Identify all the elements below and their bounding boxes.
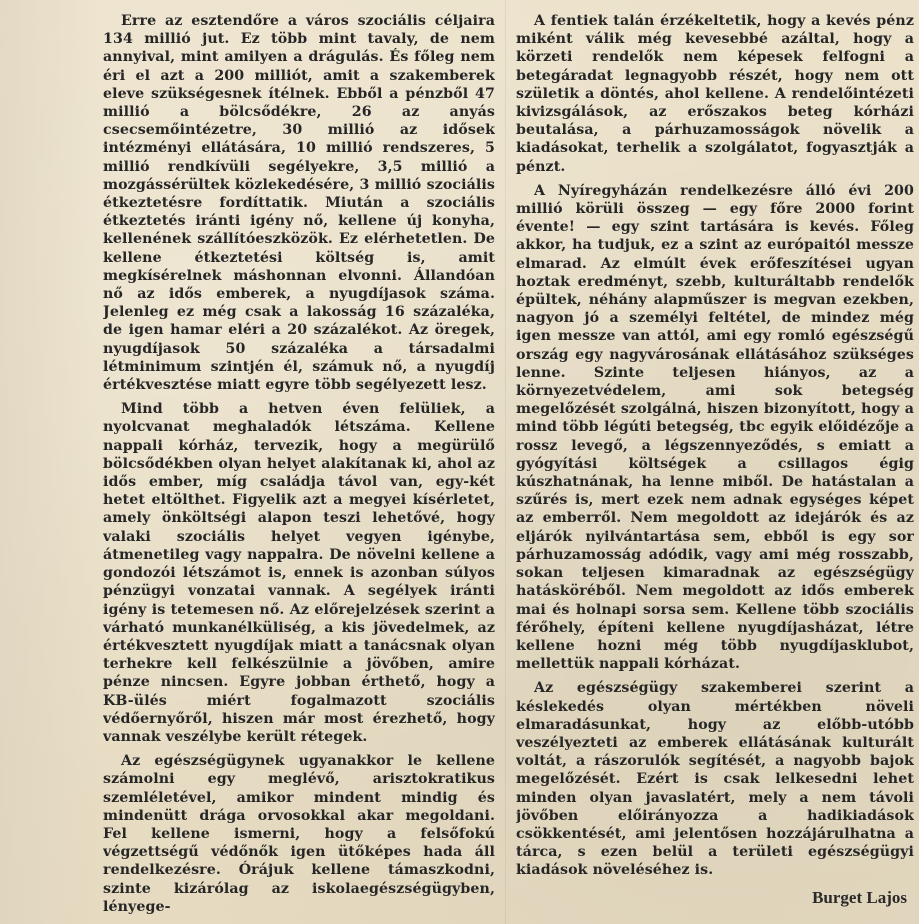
column-divider xyxy=(505,0,506,924)
article-column-right xyxy=(516,12,914,922)
paragraph: A Nyíregyházán rendelkezésre álló évi 200 millió körüli összeg — egy főre 2000 forint évente! — egy szint tartására is kevés. Főleg akkor, ha tudjuk, ez a szint az európaitól messze elmarad. Az elmúlt évek erőfeszítései ugyan hoztak eredményt, szebb, kulturáltabb rendelők épültek, néhány alapműszer is megvan ezekben, nagyon jó a személyi feltétel, de mindez még igen messze van attól, ami egy romló egészségű ország egy nagyvárosának ellátásához szükséges lenne. Szinte teljesen hiányos, az a környezetvédelem, ami sok betegség megelőzését szolgálná, hiszen bizonyított, hogy a mind több légúti betegség, tbc egyik előidézője a rossz levegő, a légszennyeződés, s emiatt a gyógyítási költségek a csillagos égig kúszhatnának, ha lenne miből. De hatástalan a szűrés is, mert ezek nem adnak egységes képet az emberről. Nem megoldott az idejárók és az eljárók nyilvántartása sem, ebből is egy sor párhuzamosság adódik, vagy ami még rosszabb, sokan teljesen kimaradnak az egészségügy hatásköréből. Nem megoldott az idős emberek mai és holnapi sorsa sem. Kellene több szociális férőhely, építeni kellene nyugdíjasházat, létre kellene hozni még több nyugdíjasklubot, mellettük nappali kórházat. xyxy=(516,182,914,673)
paragraph: Mind több a hetven éven felüliek, a nyolcvanat meghaladók létszáma. Kellene nappali kórház, tervezik, hogy a megürülő bölcsődékben olyan helyet alakítanak ki, ahol az idős ember, míg családja távol van, egy-két hetet eltölthet. Figyelik azt a megyei kísérletet, amely önköltségi alapon teszi lehetővé, hogy valaki szociális helyet vegyen igénybe, átmenetileg vagy nappalra. De növelni kellene a gondozói létszámot is, ennek is azonban súlyos pénzügyi vonzatai vannak. A segélyek iránti igény is tetemesen nő. Az előrejelzések szerint a várható munkanélküliség, a kis jövedelmek, az értékvesztett nyugdíjak miatt a tanácsnak olyan terhekre kell felkészülnie a jövőben, amire pénze nincsen. Egyre jobban érthető, hogy a KB-ülés miért fogalmazott szociális védőernyőről, hiszen már most érezhető, hogy vannak veszélybe került rétegek. xyxy=(103,401,495,745)
page-edge-shade xyxy=(0,0,100,924)
article-column-left xyxy=(103,12,495,922)
paragraph: Az egészségügynek ugyanakkor le kellene számolni egy meglévő, arisztokratikus szemléletével, amikor mindent mindig és mindenütt drága orvosokkal akar megoldani. Fel kellene ismerni, hogy a felsőfokú végzettségű védőnők igen ütőképes hada áll rendelkezésre. Órájuk kellene támaszkodni, szinte kizárólag az iskolaegészségügyben, lényege- xyxy=(103,753,495,915)
paragraph: Erre az esztendőre a város szociális céljaira 134 millió jut. Ez több mint tavaly, de nem annyival, mint amilyen a drágulás. És főleg nem éri el azt a 200 milliót, amit a szakemberek eleve szükségesnek ítélnek. Ebből a pénzből 47 millió a bölcsődékre, 26 az anyás csecsemőintézetre, 30 millió az idősek intézményi ellátására, 10 millió rendszeres, 5 millió rendkívüli segélyekre, 3,5 millió a mozgássérültek közlekedésére, 3 millió szociális étkeztetésre fordíttatik. Miután a szociális étkeztetés iránti igény nő, kellene új konyha, kellenének szállítóeszközök. Ez elérhetetlen. De kellene étkeztetési költség is, amit megkísérelnek máshonnan elvonni. Állandóan nő az idős emberek, a nyugdíjasok száma. Jelenleg ez még csak a lakosság 16 százaléka, de igen hamar eléri a 20 százalékot. Az öregek, nyugdíjasok 50 százaléka a társadalmi létminimum szintjén él, számuk nő, a nyugdíj értékvesztése miatt egyre több segélyezett lesz. xyxy=(103,13,495,394)
paragraph: A fentiek talán érzékeltetik, hogy a kevés pénz miként válik még kevesebbé azáltal, hogy a körzeti rendelők nem képesek felfogni a betegáradat legnagyobb részét, hogy nem ott születik a döntés, ahol kellene. A rendelőintézeti kivizsgálások, az erőszakos beteg kórházi beutalása, a párhuzamosságok növelik a kiadásokat, terhelik a szolgálatot, fogyasztják a pénzt. xyxy=(516,13,914,175)
paragraph: Az egészségügy szakemberei szerint a késlekedés olyan mértékben növeli elmaradásunkat, hogy az előbb-utóbb veszélyezteti az emberek ellátásának kulturált voltát, a rászorulók segítését, a nagyobb bajok megelőzését. Ezért is csak lelkesedni lehet minden olyan javaslatért, mely a nem távoli jövőben előirányozza a hadikiadások csökkentését, ami jelentősen hozzájárulhatna a tárca, s ezen belül a területi egészségügyi kiadások növeléséhez is. xyxy=(516,680,914,879)
author-signature: Burget Lajos xyxy=(812,888,907,907)
